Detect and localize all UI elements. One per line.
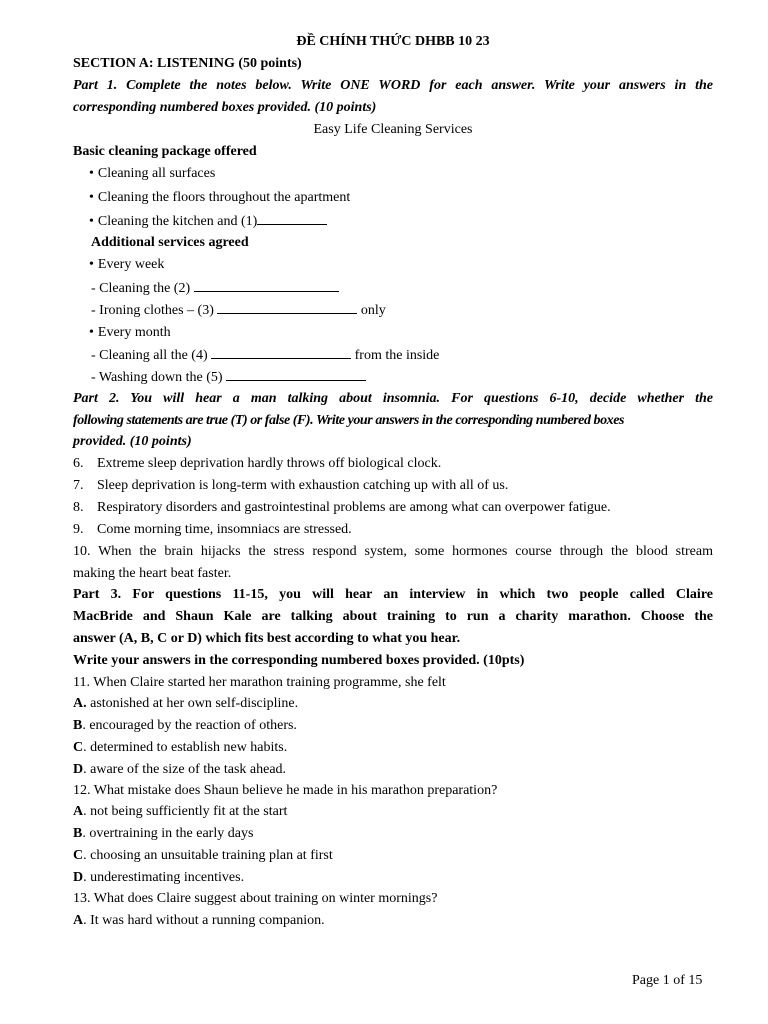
q12-option-b: B. overtraining in the early days	[73, 826, 254, 841]
every-week-label: • Every week	[89, 256, 164, 274]
basic-item-blank-1: • Cleaning the kitchen and (1)	[89, 212, 327, 231]
exam-title: ĐỀ CHÍNH THỨC DHBB 10 23	[296, 34, 490, 49]
basic-package-heading: Basic cleaning package offered	[73, 144, 257, 159]
part1-instructions-line2: corresponding numbered boxes provided. (10 points)	[73, 100, 377, 115]
q11-option-d: D. aware of the size of the task ahead.	[73, 762, 287, 777]
tf-item-9: 9. Come morning time, insomniacs are stressed.	[73, 522, 352, 537]
q12-option-c: C. choosing an unsuitable training plan at first	[73, 848, 333, 863]
part2-instructions-line1: Part 2. You will hear a man talking about insomnia. For questions 6-10, decide whether the	[73, 391, 713, 406]
section-a-title: SECTION A: LISTENING (50 points)	[73, 56, 302, 71]
week-item-2: - Cleaning the (2)	[91, 279, 339, 298]
basic-item: • Cleaning the floors throughout the apartment	[89, 189, 350, 207]
month-item-5: - Washing down the (5)	[91, 368, 366, 387]
q12-option-a: A. not being sufficiently fit at the start	[73, 804, 288, 819]
additional-services-heading: Additional services agreed	[91, 235, 249, 250]
answer-blank-1	[257, 212, 327, 225]
tf-item-10-line1: 10. When the brain hijacks the stress respond system, some hormones course through the blood stream	[73, 544, 713, 559]
tf-item-8: 8. Respiratory disorders and gastrointestinal problems are among what can overpower fatigue.	[73, 500, 611, 515]
q11-option-c: C. determined to establish new habits.	[73, 740, 288, 755]
week-item-3: - Ironing clothes – (3) only	[91, 303, 386, 318]
answer-blank-4	[211, 346, 351, 359]
part2-instructions-line3: provided. (10 points)	[73, 434, 192, 449]
page-number: Page 1 of 15	[632, 973, 703, 988]
question-12-stem: 12. What mistake does Shaun believe he made in his marathon preparation?	[73, 783, 498, 798]
answer-blank-5	[226, 368, 366, 381]
part1-instructions-line1: Part 1. Complete the notes below. Write ONE WORD for each answer. Write your answers in the	[73, 78, 713, 93]
q12-option-d: D. underestimating incentives.	[73, 870, 245, 885]
q11-option-b: B. encouraged by the reaction of others.	[73, 718, 297, 733]
basic-item: • Cleaning all surfaces	[89, 165, 215, 183]
part3-instructions-line4: Write your answers in the corresponding numbered boxes provided. (10pts)	[73, 653, 525, 668]
tf-item-7: 7. Sleep deprivation is long-term with exhaustion catching up with all of us.	[73, 478, 509, 493]
question-11-stem: 11. When Claire started her marathon training programme, she felt	[73, 675, 446, 690]
part2-instructions-line2: following statements are true (T) or false (F). Write your answers in the corresponding numbered boxes	[73, 413, 624, 428]
tf-item-6: 6. Extreme sleep deprivation hardly throws off biological clock.	[73, 456, 442, 471]
answer-blank-2	[194, 279, 339, 292]
part3-instructions-line1: Part 3. For questions 11-15, you will hear an interview in which two people called Claire	[73, 587, 713, 602]
part3-instructions-line2: MacBride and Shaun Kale are talking about training to run a charity marathon. Choose the	[73, 609, 713, 624]
part3-instructions-line3: answer (A, B, C or D) which fits best according to what you hear.	[73, 631, 461, 646]
notes-title: Easy Life Cleaning Services	[313, 122, 473, 137]
answer-blank-3	[217, 301, 357, 314]
every-month-label: • Every month	[89, 324, 171, 342]
q11-option-a: A. astonished at her own self-discipline.	[73, 696, 299, 711]
q13-option-a: A. It was hard without a running companion.	[73, 913, 325, 928]
tf-item-10-line2: making the heart beat faster.	[73, 566, 232, 581]
question-13-stem: 13. What does Claire suggest about training on winter mornings?	[73, 891, 438, 906]
month-item-4: - Cleaning all the (4) from the inside	[91, 348, 440, 363]
